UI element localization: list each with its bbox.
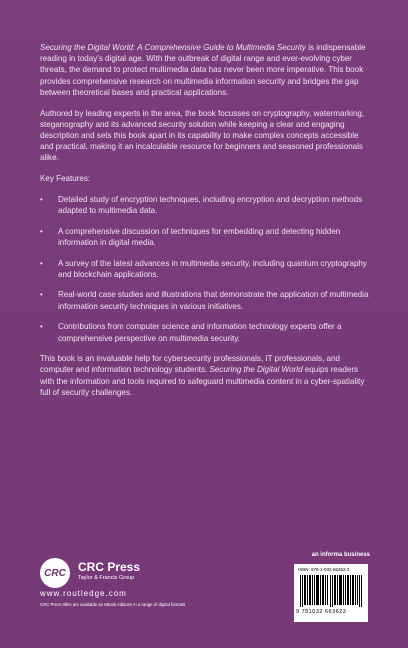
closing-text-end: equips readers with the information and tools required to safeguard multimedia content in a cyber-spatiality full of security challenges. bbox=[40, 365, 365, 397]
back-cover-text bbox=[40, 42, 370, 408]
ebook-note: CRC Press titles are available as eBook editions in a range of digital formats bbox=[40, 602, 186, 607]
bullet-icon: • bbox=[40, 258, 43, 268]
barcode-digits: 9 781032 663623 bbox=[296, 609, 347, 615]
features-list bbox=[40, 194, 370, 344]
informa-business-label: an informa business bbox=[311, 552, 370, 558]
feature-item bbox=[40, 194, 370, 216]
book-title-italic: Securing the Digital World: A Comprehensive Guide to Multimedia Security bbox=[40, 43, 306, 52]
feature-item bbox=[40, 289, 370, 311]
bullet-icon: • bbox=[40, 290, 43, 300]
feature-text: A comprehensive discussion of techniques for embedding and detecting hidden information in digital media. bbox=[58, 226, 341, 247]
publisher-url: www.routledge.com bbox=[40, 589, 127, 598]
isbn-text: ISBN: 978-1-032-66362-3 bbox=[298, 567, 350, 572]
intro-paragraph bbox=[40, 42, 370, 98]
barcode-bars-icon bbox=[300, 575, 362, 607]
crc-logo-icon: CRC bbox=[40, 558, 70, 588]
key-features-heading: Key Features: bbox=[40, 174, 91, 184]
feature-text: A survey of the latest advances in multimedia security, including quantum cryptography and blockchain applications. bbox=[58, 258, 367, 279]
publisher-name: CRC Press bbox=[78, 560, 141, 574]
isbn-barcode bbox=[294, 564, 368, 622]
feature-item bbox=[40, 321, 370, 343]
authors-paragraph: Authored by leading experts in the area, the book focusses on cryptography, watermarking, steganography and its advanced security solution while keeping a clear and engaging description and sets this book apart in its capability to make complex concepts accessible and practical, making it an incalculable resource for beginners and seasoned professionals alike. bbox=[40, 108, 365, 163]
bullet-icon: • bbox=[40, 194, 43, 204]
bullet-icon: • bbox=[40, 226, 43, 236]
closing-paragraph bbox=[40, 353, 370, 398]
feature-item bbox=[40, 226, 370, 248]
feature-text: Detailed study of encryption techniques, including encryption and decryption methods adapted to multimedia data. bbox=[58, 194, 363, 215]
intro-text: is indispensable reading in today's digital age. With the outbreak of digital range and ever-evolving cyber threats, the demand to protect multimedia data has never been more imperative. This book provides comprehensive research on multimedia information security and bridges the gap between theoretical bases and practical applications. bbox=[40, 43, 366, 97]
feature-text: Real-world case studies and illustrations that demonstrate the application of multimedia information security techniques in various initiatives. bbox=[58, 290, 369, 311]
feature-item bbox=[40, 258, 370, 280]
publisher-group: Taylor & Francis Group bbox=[78, 575, 135, 581]
bullet-icon: • bbox=[40, 322, 43, 332]
feature-text: Contributions from computer science and information technology experts offer a comprehensive perspective on multimedia security. bbox=[58, 322, 342, 343]
closing-text-start: This book is an invaluable help for cybersecurity professionals, IT professionals, and computer and information technology students. bbox=[40, 354, 340, 375]
closing-title-italic: Securing the Digital World bbox=[209, 365, 303, 375]
